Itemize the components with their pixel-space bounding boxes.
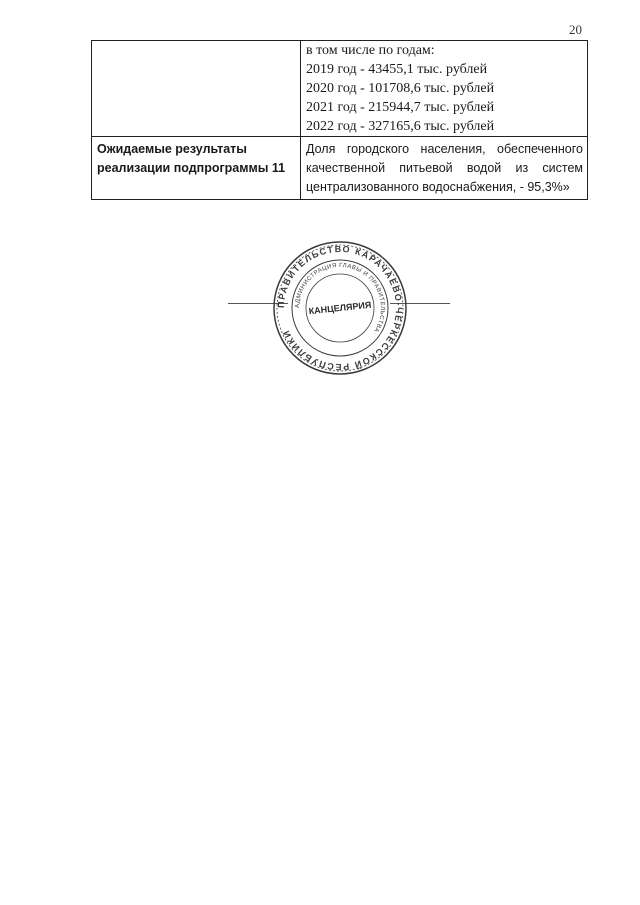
page-number: 20 <box>569 22 582 37</box>
funding-year-2021: 2021 год - 215944,7 тыс. рублей <box>306 100 495 115</box>
program-table <box>91 40 588 200</box>
funding-year-2019: 2019 год - 43455,1 тыс. рублей <box>306 62 488 77</box>
official-stamp <box>272 240 408 376</box>
stamp-center-text: КАНЦЕЛЯРИЯ <box>308 299 372 317</box>
funding-year-2020: 2020 год - 101708,6 тыс. рублей <box>306 81 495 96</box>
funding-year-2022: 2022 год - 327165,6 тыс. рублей <box>306 119 495 134</box>
results-text-cell <box>301 137 588 200</box>
empty-cell <box>92 41 301 137</box>
funding-cell <box>301 41 588 137</box>
stamp-outer-text: ПРАВИТЕЛЬСТВО КАРАЧАЕВО-ЧЕРКЕССКОЙ РЕСПУБЛИКИ <box>275 243 405 373</box>
results-label: Ожидаемые результаты реализации подпрограммы 11 <box>97 142 286 175</box>
results-row <box>92 137 588 200</box>
stamp-inner-text: АДМИНИСТРАЦИЯ ГЛАВЫ И ПРАВИТЕЛЬСТВА <box>294 262 386 334</box>
results-text: Доля городского населения, обеспеченного качественной питьевой водой из систем централизованного водоснабжения, - 95,3%» <box>306 142 583 194</box>
results-label-cell <box>92 137 301 200</box>
funding-row <box>92 41 588 137</box>
funding-intro: в том числе по годам: <box>306 43 435 58</box>
